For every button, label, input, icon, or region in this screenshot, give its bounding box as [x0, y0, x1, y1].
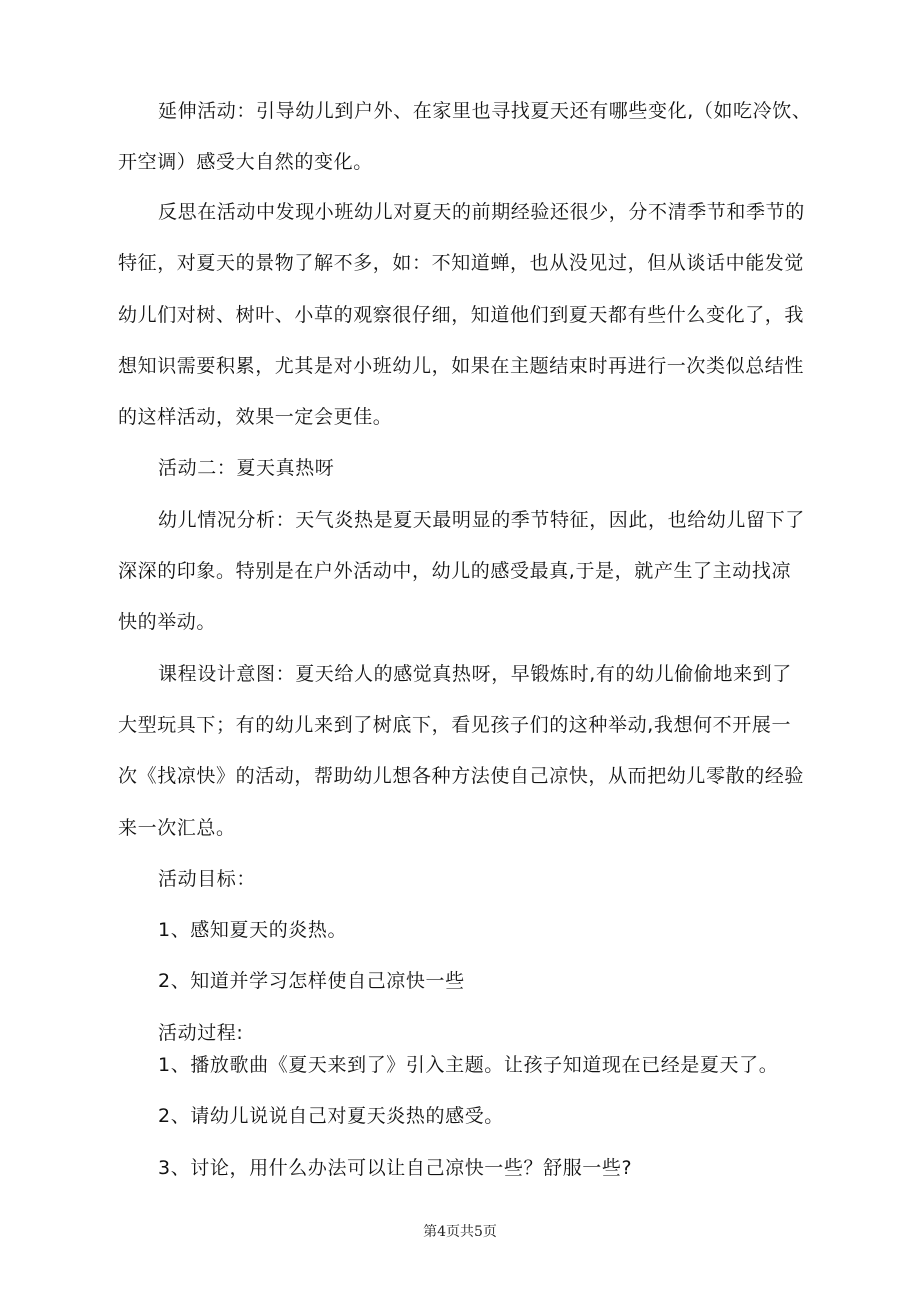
- page-number: 第4页共5页: [423, 1224, 497, 1240]
- paragraph-line: 大型玩具下；有的幼儿来到了树底下，看见孩子们的这种举动,我想何不开展一: [118, 714, 792, 736]
- list-item: 3、讨论，用什么办法可以让自己凉快一些？舒服一些?: [158, 1157, 633, 1179]
- list-item: 2、请幼儿说说自己对夏天炎热的感受。: [158, 1105, 504, 1127]
- section-heading: 活动过程:: [158, 1022, 244, 1044]
- paragraph-line: 特征，对夏天的景物了解不多，如：不知道蝉，也从没见过，但从谈话中能发觉: [118, 252, 805, 274]
- section-heading: 活动目标：: [158, 868, 257, 890]
- list-item: 2、知道并学习怎样使自己凉快一些: [158, 970, 465, 992]
- paragraph-line: 幼儿情况分析：天气炎热是夏天最明显的季节特征，因此，也给幼儿留下了: [158, 509, 805, 531]
- paragraph-line: 次《找凉快》的活动，帮助幼儿想各种方法使自己凉快，从而把幼儿零散的经验: [118, 765, 805, 787]
- paragraph-line: 来一次汇总。: [118, 817, 236, 839]
- paragraph-line: 课程设计意图：夏天给人的感觉真热呀，早锻炼时,有的幼儿偷偷地来到了: [158, 663, 792, 685]
- list-item: 1、播放歌曲《夏天来到了》引入主题。让孩子知道现在已经是夏天了。: [158, 1054, 779, 1076]
- paragraph-line: 快的举动。: [118, 611, 217, 633]
- paragraph-line: 延伸活动：引导幼儿到户外、在家里也寻找夏天还有哪些变化,（如吃冷饮、: [158, 100, 812, 122]
- paragraph-line: 想知识需要积累，尤其是对小班幼儿，如果在主题结束时再进行一次类似总结性: [118, 355, 805, 377]
- section-heading: 活动二：夏天真热呀: [158, 457, 335, 479]
- paragraph-line: 幼儿们对树、树叶、小草的观察很仔细，知道他们到夏天都有些什么变化了，我: [118, 304, 805, 326]
- paragraph-line: 深深的印象。特别是在户外活动中，幼儿的感受最真,于是，就产生了主动找凉: [118, 560, 792, 582]
- paragraph-line: 开空调）感受大自然的变化。: [118, 151, 373, 173]
- list-item: 1、感知夏天的炎热。: [158, 919, 348, 941]
- paragraph-line: 的这样活动，效果一定会更佳。: [118, 406, 393, 428]
- paragraph-line: 反思在活动中发现小班幼儿对夏天的前期经验还很少，分不清季节和季节的: [158, 201, 805, 223]
